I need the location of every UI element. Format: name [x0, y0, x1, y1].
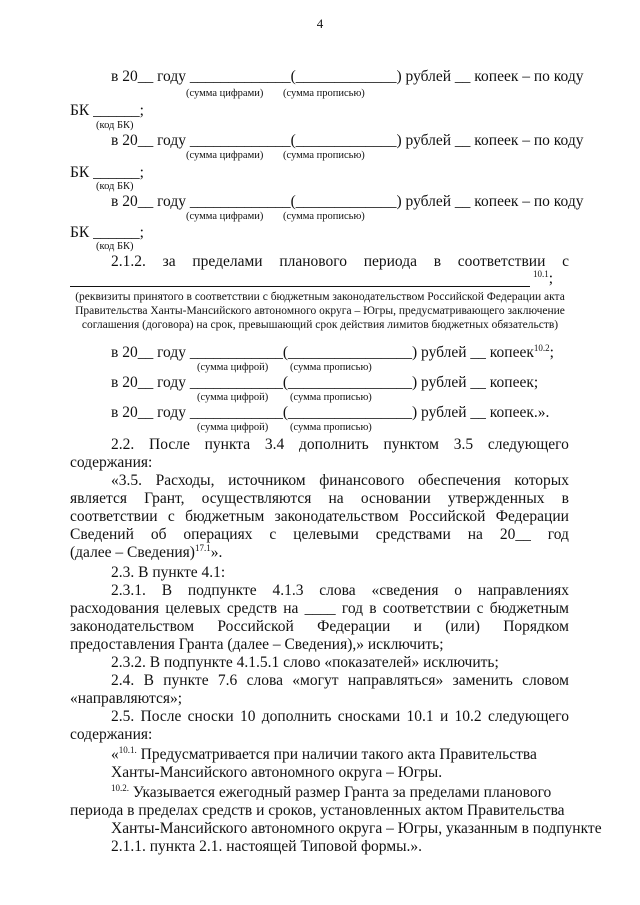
bk-line: БК ______; [70, 224, 144, 241]
word: В [143, 672, 154, 689]
word: слова [319, 582, 356, 599]
paragraph-2-4-line [111, 672, 569, 690]
word: дополнить [299, 436, 369, 453]
word: средствами [375, 526, 451, 543]
caption-words: (сумма прописью) [283, 211, 365, 222]
word: В [161, 582, 173, 599]
word: операциях [183, 526, 253, 543]
word: планового [279, 253, 347, 270]
word: соответствии [70, 508, 158, 525]
paragraph-2-3-1-line [70, 600, 569, 618]
caption-sum: (сумма цифрой) [197, 392, 269, 403]
word: 2.2. [111, 436, 135, 453]
word: и [413, 618, 422, 635]
word: год [547, 526, 569, 543]
word: 7.6 [217, 672, 238, 689]
word: 10.1 [406, 708, 434, 725]
footnote-mark: 10.2. [111, 782, 129, 793]
year-line-text: в 20__ году ____________(________________) рублей __ копеек [111, 344, 534, 361]
word: на [283, 600, 299, 617]
paragraph-2-3-1-line [70, 618, 569, 636]
year-line-text: в 20__ году ____________(________________) рублей __ копеек [111, 374, 534, 391]
paragraph-2-2-line [111, 436, 569, 454]
year-line-text: в 20__ году ____________(________________) рублей __ копеек.». [111, 404, 550, 421]
word: расходования [70, 600, 160, 617]
word: пункта [204, 436, 251, 453]
paragraph-2-3-1-line4: предоставления Гранта (далее – Сведения),» исключить; [70, 636, 444, 653]
paragraph-3-5-line [70, 490, 569, 508]
footnote-ref [533, 270, 553, 288]
caption-words: (сумма прописью) [290, 392, 372, 403]
word: законодательством [70, 618, 195, 635]
word: целевых [165, 600, 221, 617]
caption-sum: (сумма цифрами) [186, 150, 264, 161]
word: Федерации [317, 618, 391, 635]
word: с [167, 508, 175, 525]
paragraph-3-5-line5 [70, 544, 222, 562]
word: периода [363, 253, 417, 270]
word: Российской [217, 618, 294, 635]
word: Федерации [495, 508, 569, 525]
caption-words: (сумма прописью) [290, 422, 372, 433]
word: направлениях [477, 582, 569, 599]
year-line [111, 404, 549, 422]
word: финансового [319, 472, 405, 489]
word: 2.3.1. [111, 582, 146, 599]
word: на [328, 490, 344, 507]
word: с [562, 253, 569, 270]
bk-line: БК ______; [70, 102, 144, 119]
word: пункте [163, 672, 209, 689]
paragraph-3-5-line [111, 472, 569, 490]
footnote-10-2-line3: Ханты-Мансийского автономного округа – Югры, указанным в подпункте [111, 820, 602, 837]
word: «могут [292, 672, 339, 689]
footnote-10-2-line4: 2.1.1. пункта 2.1. настоящей Типовой формы.». [111, 838, 423, 855]
footnote-mark: 17.1 [194, 542, 211, 553]
word: которых [514, 472, 569, 489]
word: за [162, 253, 176, 270]
paragraph-2-3: 2.3. В пункте 4.1: [111, 564, 226, 581]
footnote-mark: 10.1. [118, 744, 137, 755]
word: дополнить [261, 708, 332, 725]
word: После [140, 708, 182, 725]
word: с [476, 600, 484, 617]
word: 2.4. [111, 672, 135, 689]
line-text: Указывается ежегодный размер Гранта за пределами планового [129, 784, 552, 801]
paragraph-2-3-2: 2.3.2. В подпункте 4.1.5.1 слово «показателей» исключить; [111, 654, 499, 671]
word: соответствии [382, 600, 471, 617]
amount-line: в 20__ году _____________(_____________) рублей __ копеек – по коду [111, 132, 584, 149]
footnote-10-2-line1 [111, 784, 551, 802]
word: следующего [487, 708, 569, 725]
word: 3.5 [453, 436, 474, 453]
word: После [149, 436, 190, 453]
caption-words: (сумма прописью) [290, 362, 372, 373]
word: 4.1.3 [272, 582, 304, 599]
word: источником [228, 472, 306, 489]
word: «3.5. [111, 472, 142, 489]
line-end: ; [549, 344, 554, 361]
word: обеспечения [418, 472, 501, 489]
amount-line: в 20__ году _____________(_____________) рублей __ копеек – по коду [111, 68, 584, 85]
caption-words: (сумма прописью) [283, 88, 365, 99]
word: Сведений [70, 526, 134, 543]
word: в [369, 600, 377, 617]
caption-words: (сумма прописью) [283, 150, 365, 161]
fill-in-rule [70, 286, 530, 287]
line-end: ; [533, 374, 539, 391]
word: заменить [452, 672, 513, 689]
word: является [70, 490, 127, 507]
word: пунктом [383, 436, 439, 453]
word: в [561, 490, 569, 507]
paragraph-3-5-line [70, 526, 569, 544]
word: Грант, [144, 490, 185, 507]
paragraph-2-5-line2: содержания: [70, 726, 153, 743]
year-line [111, 344, 554, 362]
word: целевыми [293, 526, 359, 543]
paragraph-2-5-line [111, 708, 569, 726]
caption-sum: (сумма цифрой) [197, 362, 269, 373]
paragraph-2-3-1-line [111, 582, 569, 600]
word: бюджетным [489, 600, 569, 617]
word: 20__ [499, 526, 531, 543]
line-text: (далее – Сведения) [70, 544, 195, 561]
word: соответствии [457, 253, 546, 270]
word: основании [360, 490, 431, 507]
word: сноски [187, 708, 234, 725]
word: пределами [192, 253, 263, 270]
caption-sum: (сумма цифрой) [197, 422, 269, 433]
word: «сведения [371, 582, 439, 599]
paragraph-2-1-2-line [111, 253, 569, 271]
word: 2.5. [111, 708, 135, 725]
word: 10.2 [454, 708, 482, 725]
footnote-10-2-line2: периода в пределах средств и сроков, установленных актом Правительства [70, 802, 565, 819]
year-line [111, 374, 538, 392]
footnote-mark: 10.2 [533, 342, 550, 353]
page-number: 4 [316, 16, 324, 31]
caption-sum: (сумма цифрами) [186, 88, 264, 99]
word: законодательством [274, 508, 399, 525]
word: Расходы, [155, 472, 215, 489]
word: осуществляются [201, 490, 312, 507]
semicolon: ; [548, 270, 554, 287]
word: 10 [239, 708, 256, 725]
word: словом [522, 672, 569, 689]
bk-caption: (код БК) [96, 241, 134, 252]
requisites-caption: (реквизиты принятого в соответствии с бюджетным законодательством Российской Федерации акта Правительства Ханты-Мансийского автономного округа – Югры, предусматривающего заключение соглашения (договора) на срок, превышающий срок действия лимитов бюджетных обязательств) [75, 291, 565, 331]
word: на [467, 526, 483, 543]
footnote-mark: 10.1 [533, 268, 549, 279]
word: в [433, 253, 442, 270]
paragraph-2-2-line2: содержания: [70, 454, 153, 471]
word: об [150, 526, 167, 543]
line-text: Предусматривается при наличии такого акта Правительства [136, 746, 537, 763]
amount-line: в 20__ году _____________(_____________) рублей __ копеек – по коду [111, 193, 584, 210]
paragraph-3-5-line [70, 508, 569, 526]
bk-caption: (код БК) [96, 181, 134, 192]
word: (или) [445, 618, 480, 635]
word: и [439, 708, 449, 725]
word: Российской [409, 508, 486, 525]
word: 3.4 [264, 436, 285, 453]
word: подпункте [187, 582, 257, 599]
word: утвержденных [447, 490, 545, 507]
word: с [269, 526, 277, 543]
word: следующего [487, 436, 569, 453]
footnote-10-1-line2: Ханты-Мансийского автономного округа – Югры. [111, 764, 443, 781]
open-quote: « [111, 746, 119, 763]
word: о [454, 582, 463, 599]
word: год [341, 600, 364, 617]
word: ____ [304, 600, 336, 617]
word: бюджетным [185, 508, 265, 525]
bk-caption: (код БК) [96, 120, 134, 131]
word: 2.1.2. [111, 253, 146, 270]
bk-line: БК ______; [70, 164, 144, 181]
footnote-10-1-line1 [111, 746, 537, 764]
word: сносками [337, 708, 401, 725]
line-end: ». [210, 544, 223, 561]
word: направляться» [347, 672, 444, 689]
word: Порядком [503, 618, 569, 635]
paragraph-2-4-line2: «направляются»; [70, 690, 183, 707]
caption-sum: (сумма цифрами) [186, 211, 264, 222]
word: средств [226, 600, 278, 617]
word: слова [246, 672, 283, 689]
